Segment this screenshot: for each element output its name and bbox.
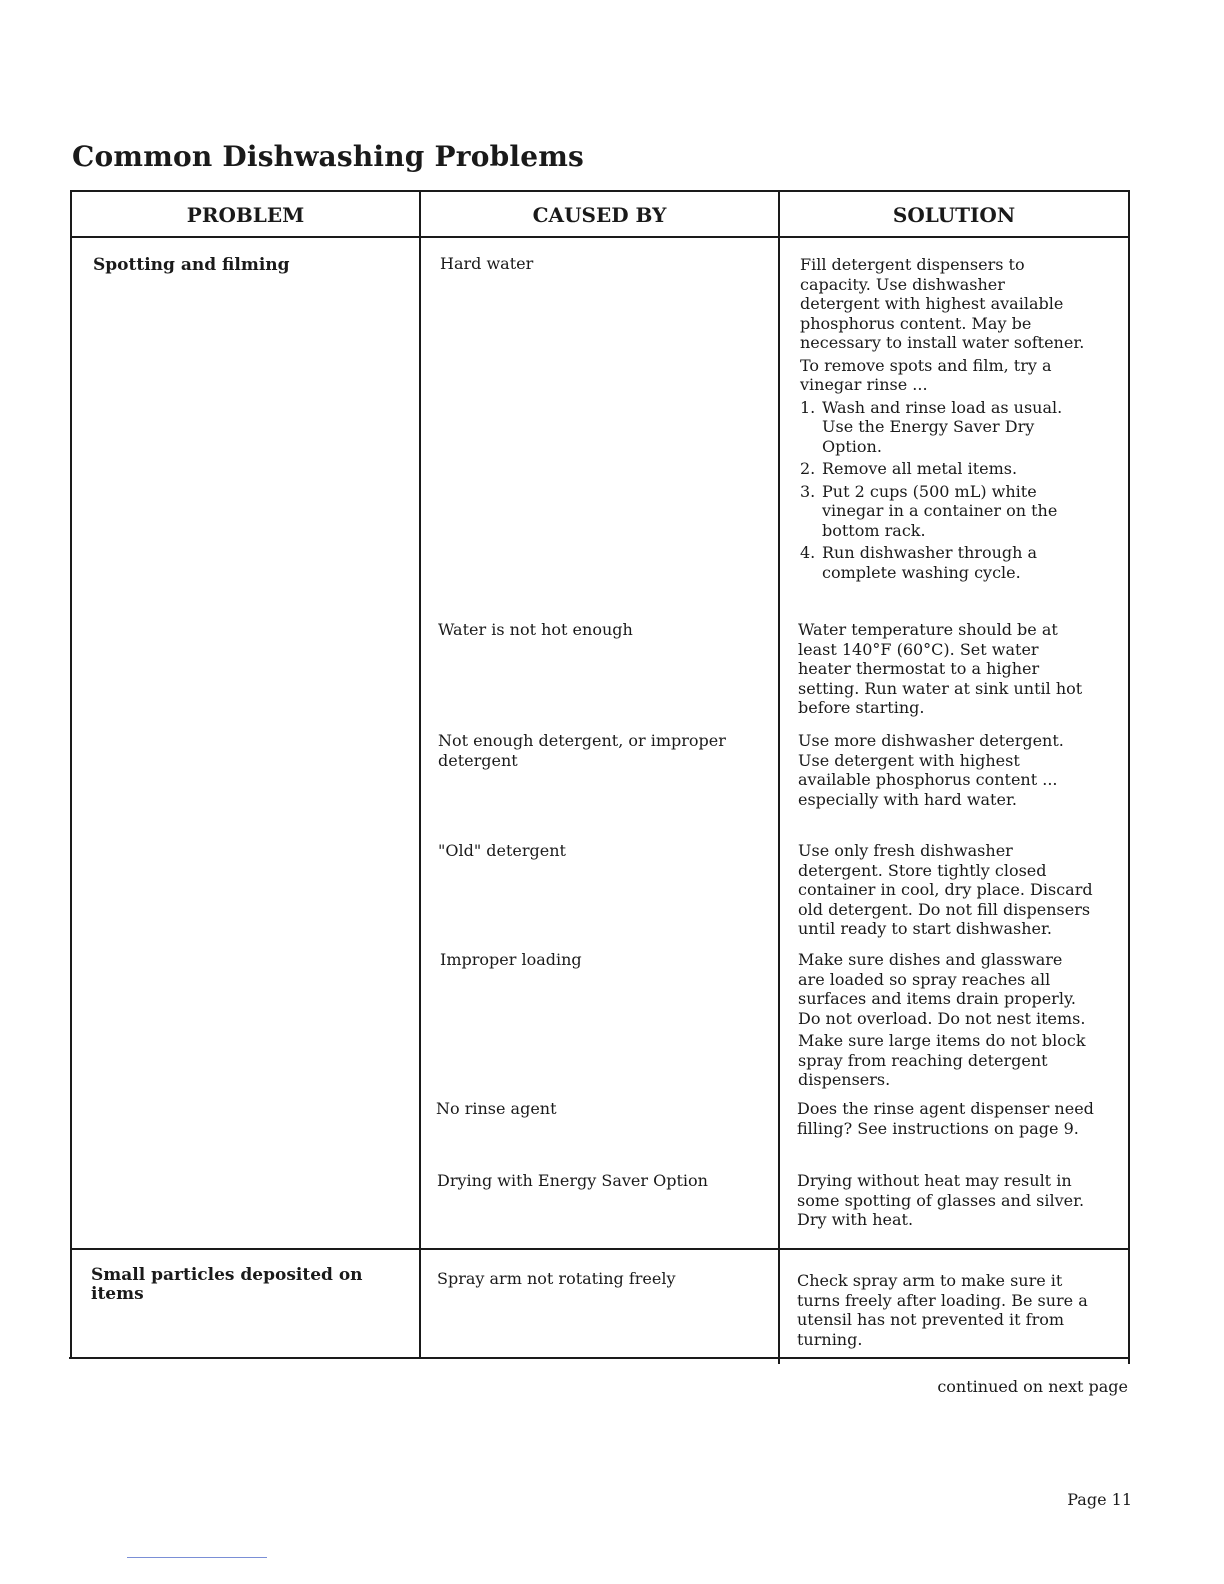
solution-paragraph: Water temperature should be at least 140°F (60°C). Set water heater thermostat to a higher setting. Run water at sink until hot before starting.: [798, 620, 1083, 717]
solution-paragraph: Make sure dishes and glassware are loaded so spray reaches all surfaces and items drain properly. Do not overload. Do not nest items.: [798, 950, 1086, 1028]
step-number: 4.: [800, 543, 816, 562]
problem-small-particles: Small particles deposited on items: [91, 1265, 363, 1304]
step-number: 1.: [800, 397, 816, 417]
solution-paragraph: Use only fresh dishwasher detergent. Store tightly closed container in cool, dry place. Discard old detergent. Do not fill dispensers until ready to start dishwasher.: [798, 841, 1093, 938]
list-item: [800, 398, 1077, 457]
solution-spray-arm: [797, 1271, 1097, 1352]
solution-paragraph: Fill detergent dispensers to capacity. Use dishwasher detergent with highest available phosphorus content. May be necessary to install water softener.: [800, 255, 1085, 352]
table-header-divider: [70, 236, 1130, 238]
step-text: Put 2 cups (500 mL) white vinegar in a container on the bottom rack.: [822, 481, 1058, 540]
solution-water-not-hot: [798, 620, 1098, 721]
cause-no-rinse-agent: No rinse agent: [436, 1099, 557, 1118]
page-title: Common Dishwashing Problems: [72, 140, 585, 173]
table-border-bottom: [69, 1357, 1130, 1359]
table-column-divider-2: [778, 190, 780, 1364]
list-item: [800, 459, 1082, 479]
list-item: [800, 482, 1084, 541]
step-number: 3.: [800, 481, 816, 501]
list-item: [800, 543, 1072, 582]
header-problem: PROBLEM: [186, 203, 305, 227]
cause-not-enough-detergent: Not enough detergent, or improper detergent: [438, 731, 726, 770]
cause-improper-loading: Improper loading: [440, 950, 582, 969]
table-row-divider: [70, 1248, 1130, 1250]
step-text: Run dishwasher through a complete washing cycle.: [822, 543, 1038, 582]
solution-paragraph: To remove spots and film, try a vinegar rinse ...: [800, 355, 1052, 394]
continued-note: continued on next page: [937, 1377, 1128, 1396]
cause-energy-saver-drying: Drying with Energy Saver Option: [437, 1171, 708, 1190]
cause-hard-water: Hard water: [440, 254, 534, 273]
solution-improper-loading: [798, 950, 1098, 1093]
table-border-right: [1128, 190, 1130, 1364]
solution-paragraph: Check spray arm to make sure it turns freely after loading. Be sure a utensil has not prevented it from turning.: [797, 1271, 1088, 1349]
solution-paragraph: Make sure large items do not block spray from reaching detergent dispensers.: [798, 1031, 1086, 1089]
table-border-top: [70, 190, 1130, 192]
bottom-rule: [127, 1557, 267, 1558]
step-text: Remove all metal items.: [822, 459, 1018, 478]
cause-old-detergent: "Old" detergent: [438, 841, 566, 860]
solution-paragraph: Does the rinse agent dispenser need filling? See instructions on page 9.: [797, 1099, 1094, 1138]
cause-water-not-hot: Water is not hot enough: [438, 620, 633, 639]
page-number: Page 11: [1067, 1490, 1132, 1509]
solution-paragraph: Drying without heat may result in some spotting of glasses and silver. Dry with heat.: [797, 1171, 1085, 1229]
vinegar-rinse-steps: [800, 398, 1100, 583]
problem-spotting-filming: Spotting and filming: [93, 255, 290, 275]
table-border-left: [70, 190, 72, 1359]
solution-not-enough-detergent: [798, 731, 1098, 812]
solution-paragraph: Use more dishwasher detergent. Use detergent with highest available phosphorus content ... especially with hard water.: [798, 731, 1064, 809]
step-number: 2.: [800, 459, 816, 478]
header-caused-by: CAUSED BY: [532, 203, 667, 227]
solution-hard-water: [800, 255, 1100, 585]
solution-energy-saver-drying: [797, 1171, 1097, 1233]
cause-spray-arm: Spray arm not rotating freely: [437, 1269, 676, 1288]
step-text: Wash and rinse load as usual. Use the Energy Saver Dry Option.: [822, 397, 1063, 456]
table-column-divider-1: [419, 190, 421, 1359]
solution-old-detergent: [798, 841, 1098, 942]
solution-no-rinse-agent: [797, 1099, 1107, 1141]
header-solution: SOLUTION: [892, 203, 1016, 227]
